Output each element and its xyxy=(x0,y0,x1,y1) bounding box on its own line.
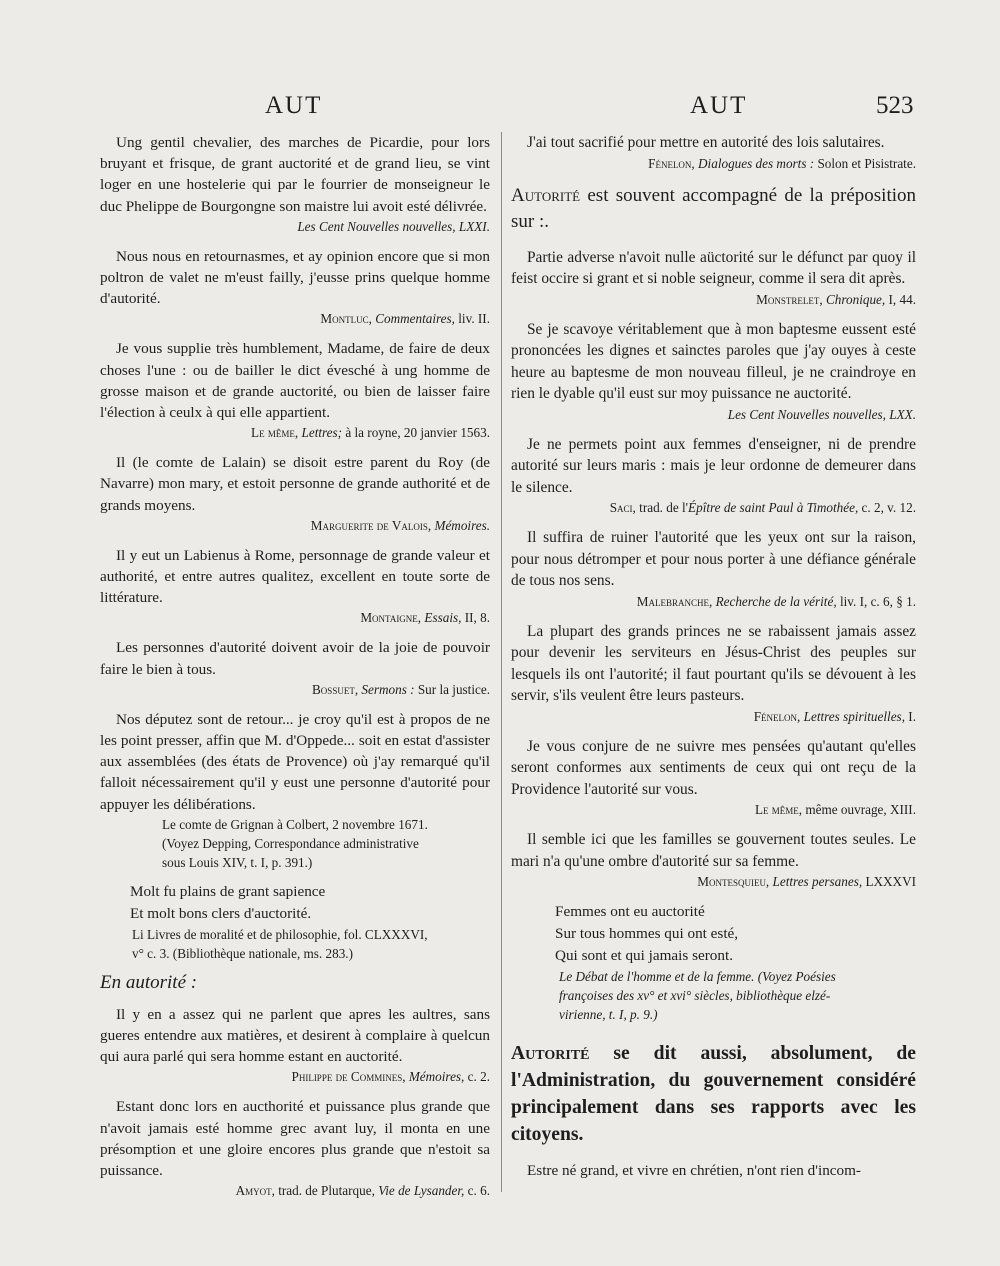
citation-author: Monstrelet, xyxy=(756,291,823,307)
citation xyxy=(100,217,490,237)
verse-line: Sur tous hommes qui ont esté, xyxy=(555,925,739,942)
citation-work: Épître de saint Paul à Timothée, xyxy=(688,500,859,515)
citation xyxy=(511,872,916,892)
citation xyxy=(511,707,916,727)
citation-author: Malebranche, xyxy=(636,593,713,609)
citation-ref: II, 8. xyxy=(464,610,490,626)
quotation: Estant donc lors en aucthorité et puissance plus grande que n'avoit jamais esté homme grec avant luy, il monta en une présomption et une gloire encores plus grande que n'estoit sa puissance. xyxy=(100,1098,490,1180)
citation-ref: Sur la justice. xyxy=(417,681,490,697)
citation-ref: liv. I, c. 6, § 1. xyxy=(839,593,916,609)
citation-line: (Voyez Depping, Correspondance administrative xyxy=(162,835,419,851)
right-column xyxy=(511,132,916,1181)
verse-line: Femmes ont eu auctorité xyxy=(555,903,705,920)
verse-line: Qui sont et qui jamais seront. xyxy=(555,947,734,964)
quotation: Ung gentil chevalier, des marches de Picardie, pour lors bruyant et frisque, de grant auctorité et de grand lieu, se vint loger en une hostelerie qui par le fourrier de monseigneur le duc Phelippe de Bourgongne son maistre lui avoit esté délivrée. xyxy=(100,134,490,215)
page-number: 523 xyxy=(876,92,914,119)
column-divider xyxy=(501,132,502,1192)
quotation: Je ne permets point aux femmes d'enseigner, ni de prendre autorité sur leurs maris : mais je leur ordonne de demeurer dans le silence. xyxy=(511,435,916,496)
citation-author: Fénelon, xyxy=(648,155,695,171)
citation xyxy=(511,498,916,518)
verse-line: Et molt bons clers d'auctorité. xyxy=(130,904,312,922)
citation-text: Les Cent Nouvelles nouvelles, LXXI. xyxy=(297,218,490,234)
citation-work: Lettres persanes, xyxy=(772,874,863,889)
citation-work: Mémoires, xyxy=(408,1069,465,1085)
citation-mid: trad. de Plutarque, xyxy=(278,1183,375,1199)
quotation: Les personnes d'autorité doivent avoir de la joie de pouvoir faire le bien à tous. xyxy=(100,639,490,678)
running-head-right: AUT xyxy=(690,92,748,119)
citation-ref: I. xyxy=(908,708,916,724)
citation xyxy=(100,423,490,443)
citation-mid: trad. de l' xyxy=(639,500,689,515)
citation xyxy=(511,290,916,310)
quotation: Il suffira de ruiner l'autorité que les yeux ont sur la raison, pour nous détromper et pour nous porter à une défiance générale de tous nos sens. xyxy=(511,529,916,589)
citation xyxy=(100,680,490,700)
citation-work: Chronique, xyxy=(825,291,886,307)
citation xyxy=(511,800,916,820)
citation-author: Montaigne, xyxy=(360,610,422,626)
citation-ref: I, 44. xyxy=(888,291,916,307)
quotation: Se je scavoye véritablement que à mon baptesme eussent esté prononcées les dignes et sainctes paroles que j'ay ouyes à ceste heure au baptesme de mon nouveau filleul, je ne craindroye en rien le dyable qu'il eust sur moy puissance ne auctorité. xyxy=(511,320,916,402)
citation xyxy=(100,516,490,536)
citation xyxy=(162,815,490,872)
citation xyxy=(559,967,916,1024)
citation-line: Le Débat de l'homme et de la femme. (Voyez Poésies xyxy=(559,969,836,984)
citation-line: Li Livres de moralité et de philosophie, fol. CLXXXVI, xyxy=(132,926,428,942)
subheading: En autorité : xyxy=(100,971,198,993)
citation-work: Sermons : xyxy=(361,681,415,697)
citation-ref: liv. II. xyxy=(458,311,490,327)
quotation: Nous nous en retournasmes, et ay opinion encore que si mon poltron de valet ne m'eust failly, j'eusse prins quelque homme d'autorité. xyxy=(100,247,490,308)
citation-ref: c. 2. xyxy=(467,1069,490,1085)
citation-ref: c. 2, v. 12. xyxy=(861,500,916,515)
citation-author: Amyot, xyxy=(235,1183,275,1199)
quotation: Il y en a assez qui ne parlent que apres les aultres, sans gueres entendre aux matières, et desirent à complaire à quelcun qui aura parlé qui sera homme estant en auctorité. xyxy=(100,1005,490,1066)
citation-work: Lettres spirituelles, xyxy=(803,708,905,724)
section-lead: Autorité xyxy=(511,184,581,206)
citation xyxy=(511,154,916,174)
citation-line: françoises des xv° et xvi° siècles, bibliothèque elzé- xyxy=(559,988,831,1003)
citation-author: Saci, xyxy=(609,500,636,515)
citation-author: Bossuet, xyxy=(312,681,359,697)
quotation: Nos députez sont de retour... je croy qu'il est à propos de ne les point presser, affin que M. d'Oppede... soit en estat d'assister aux assemblées (des états de Provence) où j'ay remarqué qu'il falloit nécessairement qu'il y eust une personne d'autorité pour appuyer les délibérations. xyxy=(100,710,490,813)
citation xyxy=(100,1181,490,1201)
citation-work: Essais, xyxy=(424,610,462,626)
citation-author: Philippe de Commines, xyxy=(291,1069,406,1085)
quotation: Partie adverse n'avoit nulle aüctorité sur le défunct par quoy il feist occire si grant et si noble seigneur, comme il sera dit après. xyxy=(511,248,916,287)
quotation: Estre né grand, et vivre en chrétien, n'ont rien d'incom- xyxy=(527,1162,861,1179)
quotation: La plupart des grands princes ne se rabaissent jamais assez pour devenir les serviteurs en Jésus-Christ des peuples sur lesquels ils ont l'autorité; il faut pourtant qu'ils se dévouent à les servir, s'ils veulent être leurs pasteurs. xyxy=(511,622,916,704)
quotation: J'ai tout sacrifié pour mettre en autorité des lois salutaires. xyxy=(527,134,885,151)
citation-line: sous Louis XIV, t. I, p. 391.) xyxy=(162,854,313,870)
citation-author: Marguerite de Valois, xyxy=(310,517,432,533)
citation-line: virienne, t. I, p. 9.) xyxy=(559,1007,658,1022)
quotation: Je vous supplie très humblement, Madame, de faire de deux choses l'une : ou de bailler le dict évesché à ung homme de grosse maison et de grande auctorité, ou bien de laisser faire l'élection à ceulx à qui elle appartient. xyxy=(100,340,490,422)
citation-work: Dialogues des morts : xyxy=(698,155,815,171)
citation xyxy=(100,1067,490,1087)
verse-line: Molt fu plains de grant sapience xyxy=(130,882,326,900)
section-text: se dit aussi, absolument, de l'Administration, du gouvernement considéré principalement dans ses rapports avec les citoyens. xyxy=(511,1043,916,1145)
quotation: Je vous conjure de ne suivre mes pensées qu'autant qu'elles seront conformes aux sentiments de ceux qui ont reçu de la Providence l'autorité sur vous. xyxy=(511,737,916,798)
citation-author: Montesquieu, xyxy=(697,874,770,889)
citation xyxy=(132,925,490,963)
left-column xyxy=(100,132,490,1210)
section-text: est souvent accompagné de la préposition sur :. xyxy=(511,184,917,232)
running-head-left: AUT xyxy=(265,92,323,119)
citation-ref: LXXXVI xyxy=(865,874,916,889)
citation-author: Le même, xyxy=(251,425,299,441)
citation-work: Vie de Lysander, xyxy=(378,1183,465,1199)
citation-ref: même ouvrage, XIII. xyxy=(805,802,916,817)
quotation: Il (le comte de Lalain) se disoit estre parent du Roy (de Navarre) mon mary, et estoit personne de grande authorité et de grands moyens. xyxy=(100,454,490,514)
citation-ref: à la royne, 20 janvier 1563. xyxy=(345,425,490,441)
citation-ref: Solon et Pisistrate. xyxy=(817,155,916,171)
quotation: Il y eut un Labienus à Rome, personnage de grande valeur et authorité, et entre autres qualitez, excellent en toute sorte de littérature. xyxy=(100,546,490,607)
citation xyxy=(100,309,490,329)
citation-author: Montluc, xyxy=(320,311,372,327)
section-heading xyxy=(511,1040,916,1148)
citation-author: Fénelon, xyxy=(753,708,801,724)
section-lead: Autorité xyxy=(511,1043,590,1064)
verse xyxy=(555,901,916,967)
citation-text: Les Cent Nouvelles nouvelles, LXX. xyxy=(727,406,916,422)
citation-line: v° c. 3. (Bibliothèque nationale, ms. 283.) xyxy=(132,945,353,961)
citation-work: Mémoires. xyxy=(434,517,490,533)
citation-work: Recherche de la vérité, xyxy=(715,593,837,609)
verse xyxy=(130,881,490,925)
citation-ref: c. 6. xyxy=(467,1183,490,1199)
citation-work: Lettres; xyxy=(301,425,343,441)
citation xyxy=(511,592,916,612)
citation-work: Commentaires, xyxy=(375,311,455,327)
citation-author: Le même, xyxy=(754,802,803,817)
citation xyxy=(100,608,490,628)
quotation: Il semble ici que les familles se gouvernent toutes seules. Le mari n'a qu'une ombre d'autorité sur sa femme. xyxy=(511,831,916,870)
section-heading xyxy=(511,183,916,235)
citation-line: Le comte de Grignan à Colbert, 2 novembre 1671. xyxy=(162,816,428,832)
citation xyxy=(511,405,916,425)
